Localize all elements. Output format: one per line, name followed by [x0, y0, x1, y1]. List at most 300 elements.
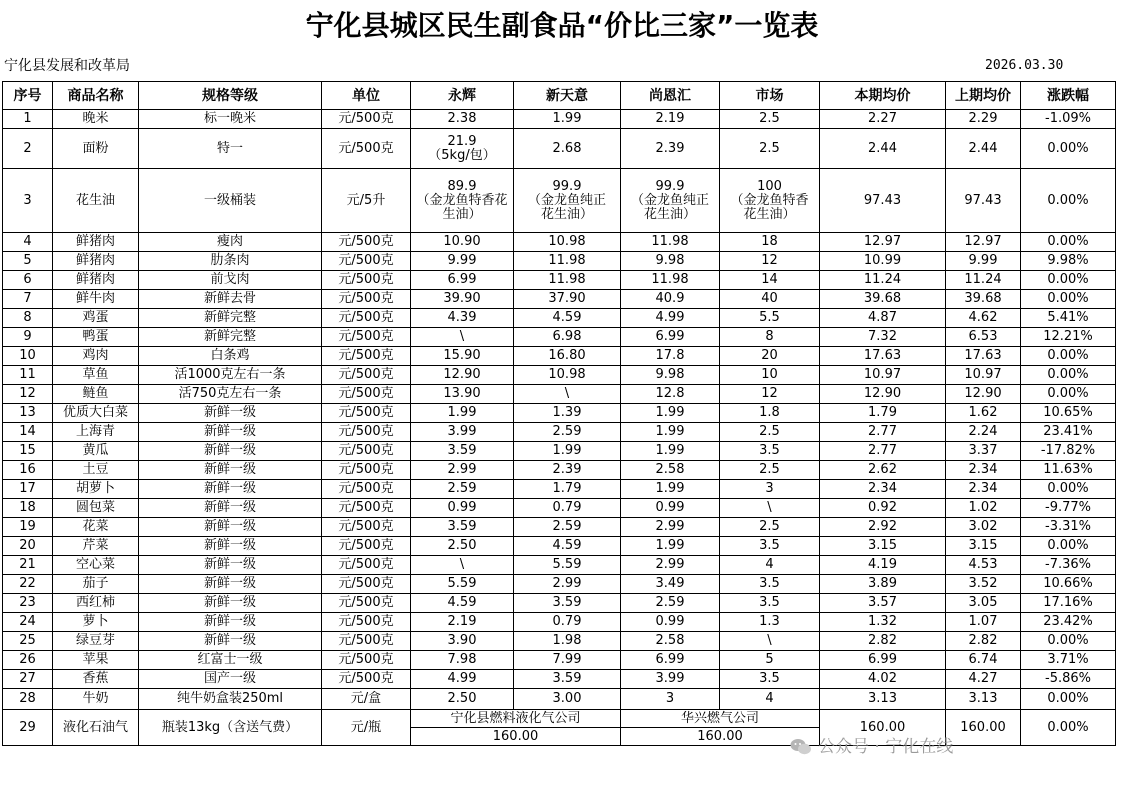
change-rate: 0.00% [1021, 710, 1116, 746]
item-name: 芹菜 [53, 537, 139, 556]
item-spec: 新鲜一级 [139, 632, 322, 651]
change-rate: 0.00% [1021, 385, 1116, 404]
wechat-icon [790, 738, 812, 756]
row-number: 29 [3, 710, 53, 746]
price-market: 12 [720, 252, 820, 271]
item-unit: 元/500克 [322, 328, 411, 347]
item-name: 面粉 [53, 129, 139, 169]
item-unit: 元/盒 [322, 689, 411, 710]
price-yonghui: 4.59 [411, 594, 514, 613]
change-rate: 0.00% [1021, 537, 1116, 556]
current-average: 2.77 [820, 442, 946, 461]
price-xintianyi: 1.39 [514, 404, 621, 423]
current-average: 10.99 [820, 252, 946, 271]
table-row [3, 328, 1116, 347]
price-yonghui: 15.90 [411, 347, 514, 366]
price-shangenhui: 6.99 [621, 328, 720, 347]
price-market: 4 [720, 556, 820, 575]
price-shangenhui: 2.99 [621, 556, 720, 575]
column-header: 商品名称 [53, 82, 139, 110]
price-xintianyi: 2.68 [514, 129, 621, 169]
item-unit: 元/500克 [322, 575, 411, 594]
previous-average: 2.29 [946, 110, 1021, 129]
item-name: 香蕉 [53, 670, 139, 689]
price-shangenhui: 1.99 [621, 404, 720, 423]
price-shangenhui: 4.99 [621, 309, 720, 328]
price-shangenhui-line: 花生油） [643, 206, 696, 222]
table-row [3, 233, 1116, 252]
price-shangenhui: 2.39 [621, 129, 720, 169]
column-header: 涨跌幅 [1021, 82, 1116, 110]
item-spec: 国产一级 [139, 670, 322, 689]
price-xintianyi-line: 99.9 [552, 178, 582, 194]
row-number: 11 [3, 366, 53, 385]
table-row [3, 594, 1116, 613]
price-yonghui: 2.38 [411, 110, 514, 129]
change-rate: 0.00% [1021, 129, 1116, 169]
current-average: 2.62 [820, 461, 946, 480]
item-spec: 新鲜一级 [139, 499, 322, 518]
price-shangenhui: 2.19 [621, 110, 720, 129]
price-market-line: （金龙鱼特香 [730, 192, 809, 208]
price-market: 2.5 [720, 461, 820, 480]
item-unit: 元/500克 [322, 110, 411, 129]
row-number: 27 [3, 670, 53, 689]
column-header: 上期均价 [946, 82, 1021, 110]
price-shangenhui: 0.99 [621, 613, 720, 632]
price-yonghui: 3.59 [411, 518, 514, 537]
table-row [3, 575, 1116, 594]
item-name: 萝卜 [53, 613, 139, 632]
previous-average: 2.82 [946, 632, 1021, 651]
price-market: 2.5 [720, 518, 820, 537]
item-name: 鸡蛋 [53, 309, 139, 328]
item-spec: 新鲜一级 [139, 613, 322, 632]
row-number: 25 [3, 632, 53, 651]
change-rate: -1.09% [1021, 110, 1116, 129]
price-yonghui-line: 89.9 [447, 178, 477, 194]
price-yonghui [411, 129, 514, 169]
price-yonghui: 12.90 [411, 366, 514, 385]
previous-average: 39.68 [946, 290, 1021, 309]
column-header: 永辉 [411, 82, 514, 110]
current-average: 12.90 [820, 385, 946, 404]
price-market: 40 [720, 290, 820, 309]
row-number: 6 [3, 271, 53, 290]
price-yonghui-line: （5kg/包） [428, 147, 496, 163]
supplier-price: 160.00 [411, 728, 621, 746]
price-market-line: 花生油） [743, 206, 796, 222]
price-market: 4 [720, 689, 820, 710]
change-rate: 0.00% [1021, 480, 1116, 499]
row-number: 7 [3, 290, 53, 309]
price-shangenhui: 0.99 [621, 499, 720, 518]
price-shangenhui: 2.99 [621, 518, 720, 537]
item-unit: 元/500克 [322, 461, 411, 480]
price-market: 2.5 [720, 423, 820, 442]
item-name: 优质大白菜 [53, 404, 139, 423]
row-number: 26 [3, 651, 53, 670]
price-xintianyi: 5.59 [514, 556, 621, 575]
item-name: 鲜猪肉 [53, 271, 139, 290]
change-rate: 0.00% [1021, 366, 1116, 385]
previous-average: 6.74 [946, 651, 1021, 670]
row-number: 2 [3, 129, 53, 169]
item-name: 鸡肉 [53, 347, 139, 366]
price-xintianyi: 7.99 [514, 651, 621, 670]
price-xintianyi: 10.98 [514, 366, 621, 385]
item-unit: 元/500克 [322, 271, 411, 290]
item-unit: 元/500克 [322, 613, 411, 632]
item-name: 圆包菜 [53, 499, 139, 518]
price-yonghui: 13.90 [411, 385, 514, 404]
current-average: 10.97 [820, 366, 946, 385]
price-yonghui: 3.59 [411, 442, 514, 461]
current-average: 1.79 [820, 404, 946, 423]
item-name: 液化石油气 [53, 710, 139, 746]
price-market: 10 [720, 366, 820, 385]
price-shangenhui: 1.99 [621, 442, 720, 461]
current-average: 2.44 [820, 129, 946, 169]
current-average: 2.92 [820, 518, 946, 537]
item-unit: 元/500克 [322, 252, 411, 271]
price-shangenhui: 17.8 [621, 347, 720, 366]
price-shangenhui: 11.98 [621, 233, 720, 252]
item-unit: 元/500克 [322, 670, 411, 689]
price-shangenhui-line: 99.9 [655, 178, 685, 194]
item-spec: 新鲜一级 [139, 537, 322, 556]
table-row [3, 651, 1116, 670]
price-xintianyi: 0.79 [514, 499, 621, 518]
column-header: 规格等级 [139, 82, 322, 110]
current-average: 0.92 [820, 499, 946, 518]
item-spec: 特一 [139, 129, 322, 169]
item-name: 鸭蛋 [53, 328, 139, 347]
column-header: 尚恩汇 [621, 82, 720, 110]
price-yonghui: 2.19 [411, 613, 514, 632]
item-unit: 元/500克 [322, 556, 411, 575]
price-market: 3.5 [720, 537, 820, 556]
row-number: 4 [3, 233, 53, 252]
price-xintianyi: 1.98 [514, 632, 621, 651]
price-shangenhui: 11.98 [621, 271, 720, 290]
previous-average: 4.53 [946, 556, 1021, 575]
item-unit: 元/500克 [322, 129, 411, 169]
current-average: 3.15 [820, 537, 946, 556]
price-shangenhui: 6.99 [621, 651, 720, 670]
price-xintianyi: 1.99 [514, 442, 621, 461]
price-xintianyi: 0.79 [514, 613, 621, 632]
item-spec: 新鲜一级 [139, 518, 322, 537]
current-average: 3.57 [820, 594, 946, 613]
price-yonghui: 4.99 [411, 670, 514, 689]
change-rate: -17.82% [1021, 442, 1116, 461]
change-rate: 0.00% [1021, 689, 1116, 710]
row-number: 13 [3, 404, 53, 423]
item-spec: 新鲜一级 [139, 556, 322, 575]
price-shangenhui [621, 169, 720, 233]
price-market: 2.5 [720, 110, 820, 129]
price-xintianyi: 11.98 [514, 252, 621, 271]
price-shangenhui: 3.99 [621, 670, 720, 689]
previous-average: 3.52 [946, 575, 1021, 594]
row-number: 23 [3, 594, 53, 613]
price-shangenhui: 1.99 [621, 537, 720, 556]
price-yonghui: 9.99 [411, 252, 514, 271]
item-spec: 新鲜一级 [139, 480, 322, 499]
row-number: 19 [3, 518, 53, 537]
item-unit: 元/500克 [322, 309, 411, 328]
price-shangenhui: 40.9 [621, 290, 720, 309]
price-market: \ [720, 632, 820, 651]
table-row [3, 169, 1116, 233]
table-row [3, 404, 1116, 423]
price-xintianyi [514, 169, 621, 233]
table-row [3, 309, 1116, 328]
previous-average: 160.00 [946, 710, 1021, 746]
agency-name: 宁化县发展和改革局 [4, 58, 130, 74]
previous-average: 1.07 [946, 613, 1021, 632]
price-xintianyi: 2.99 [514, 575, 621, 594]
price-xintianyi: 10.98 [514, 233, 621, 252]
price-shangenhui: 3.49 [621, 575, 720, 594]
item-unit: 元/500克 [322, 632, 411, 651]
row-number: 1 [3, 110, 53, 129]
table-row [3, 110, 1116, 129]
current-average: 3.13 [820, 689, 946, 710]
item-unit: 元/500克 [322, 537, 411, 556]
change-rate: 17.16% [1021, 594, 1116, 613]
current-average: 2.77 [820, 423, 946, 442]
price-yonghui: 7.98 [411, 651, 514, 670]
table-row [3, 499, 1116, 518]
item-unit: 元/瓶 [322, 710, 411, 746]
item-spec: 肋条肉 [139, 252, 322, 271]
change-rate: -5.86% [1021, 670, 1116, 689]
price-yonghui: 2.59 [411, 480, 514, 499]
table-row [3, 670, 1116, 689]
table-row [3, 442, 1116, 461]
item-spec: 红富士一级 [139, 651, 322, 670]
row-number: 10 [3, 347, 53, 366]
change-rate: 5.41% [1021, 309, 1116, 328]
item-name: 西红柿 [53, 594, 139, 613]
row-number: 14 [3, 423, 53, 442]
price-yonghui: 2.99 [411, 461, 514, 480]
price-market: 8 [720, 328, 820, 347]
previous-average: 11.24 [946, 271, 1021, 290]
item-name: 土豆 [53, 461, 139, 480]
price-xintianyi: 11.98 [514, 271, 621, 290]
previous-average: 2.24 [946, 423, 1021, 442]
price-xintianyi: 1.79 [514, 480, 621, 499]
price-yonghui: 3.99 [411, 423, 514, 442]
change-rate: -3.31% [1021, 518, 1116, 537]
supplier-price: 160.00 [621, 728, 820, 746]
price-shangenhui: 3 [621, 689, 720, 710]
row-number: 21 [3, 556, 53, 575]
price-market: 3.5 [720, 594, 820, 613]
previous-average: 3.37 [946, 442, 1021, 461]
previous-average: 9.99 [946, 252, 1021, 271]
table-row [3, 689, 1116, 710]
price-shangenhui: 1.99 [621, 480, 720, 499]
item-spec: 一级桶装 [139, 169, 322, 233]
item-unit: 元/500克 [322, 423, 411, 442]
current-average: 160.00 [820, 710, 946, 746]
item-unit: 元/500克 [322, 233, 411, 252]
previous-average: 2.34 [946, 480, 1021, 499]
current-average: 2.27 [820, 110, 946, 129]
column-header: 序号 [3, 82, 53, 110]
change-rate: 0.00% [1021, 347, 1116, 366]
item-name: 黄瓜 [53, 442, 139, 461]
previous-average: 3.13 [946, 689, 1021, 710]
price-xintianyi: 6.98 [514, 328, 621, 347]
item-spec: 活750克左右一条 [139, 385, 322, 404]
change-rate: 0.00% [1021, 290, 1116, 309]
item-spec: 新鲜完整 [139, 309, 322, 328]
column-header: 新天意 [514, 82, 621, 110]
price-yonghui: 10.90 [411, 233, 514, 252]
change-rate: 10.65% [1021, 404, 1116, 423]
price-market-line: 100 [757, 178, 782, 194]
item-spec: 新鲜一级 [139, 423, 322, 442]
change-rate: 3.71% [1021, 651, 1116, 670]
previous-average: 3.15 [946, 537, 1021, 556]
current-average: 4.87 [820, 309, 946, 328]
item-spec: 新鲜一级 [139, 404, 322, 423]
header-row [3, 82, 1116, 110]
price-yonghui: 5.59 [411, 575, 514, 594]
report-date: 2026.03.30 [985, 58, 1064, 73]
price-xintianyi: 2.59 [514, 423, 621, 442]
table-row [3, 252, 1116, 271]
item-spec: 标一晚米 [139, 110, 322, 129]
price-yonghui: 2.50 [411, 537, 514, 556]
current-average: 12.97 [820, 233, 946, 252]
current-average: 6.99 [820, 651, 946, 670]
price-xintianyi: 3.59 [514, 594, 621, 613]
item-spec: 瘦肉 [139, 233, 322, 252]
price-market: 3.5 [720, 442, 820, 461]
table-row [3, 423, 1116, 442]
item-name: 绿豆芽 [53, 632, 139, 651]
item-name: 鲜猪肉 [53, 252, 139, 271]
previous-average: 4.62 [946, 309, 1021, 328]
price-shangenhui: 9.98 [621, 366, 720, 385]
previous-average: 4.27 [946, 670, 1021, 689]
item-unit: 元/500克 [322, 442, 411, 461]
change-rate: 0.00% [1021, 632, 1116, 651]
item-unit: 元/500克 [322, 347, 411, 366]
item-unit: 元/500克 [322, 366, 411, 385]
item-spec: 前戈肉 [139, 271, 322, 290]
previous-average: 1.62 [946, 404, 1021, 423]
item-spec: 新鲜完整 [139, 328, 322, 347]
price-xintianyi: 16.80 [514, 347, 621, 366]
price-market: 12 [720, 385, 820, 404]
table-row [3, 290, 1116, 309]
price-market: 5.5 [720, 309, 820, 328]
price-yonghui: 3.90 [411, 632, 514, 651]
previous-average: 3.05 [946, 594, 1021, 613]
price-yonghui-line: 21.9 [447, 133, 477, 149]
price-market: 5 [720, 651, 820, 670]
page-title: 宁化县城区民生副食品“价比三家”一览表 [305, 9, 819, 42]
item-unit: 元/500克 [322, 518, 411, 537]
table-row [3, 129, 1116, 169]
price-shangenhui: 9.98 [621, 252, 720, 271]
watermark [790, 735, 953, 759]
column-header: 单位 [322, 82, 411, 110]
table-row [3, 632, 1116, 651]
current-average: 97.43 [820, 169, 946, 233]
item-unit: 元/500克 [322, 404, 411, 423]
previous-average: 6.53 [946, 328, 1021, 347]
price-table [2, 81, 1116, 746]
price-market: 3.5 [720, 670, 820, 689]
table-row [3, 385, 1116, 404]
item-spec: 活1000克左右一条 [139, 366, 322, 385]
previous-average: 2.44 [946, 129, 1021, 169]
price-xintianyi: 2.59 [514, 518, 621, 537]
item-name: 鲜猪肉 [53, 233, 139, 252]
supplier-name: 华兴燃气公司 [621, 710, 820, 728]
current-average: 7.32 [820, 328, 946, 347]
price-market [720, 169, 820, 233]
item-name: 胡萝卜 [53, 480, 139, 499]
price-xintianyi-line: 花生油） [540, 206, 593, 222]
current-average: 3.89 [820, 575, 946, 594]
change-rate: 9.98% [1021, 252, 1116, 271]
item-name: 草鱼 [53, 366, 139, 385]
row-number: 17 [3, 480, 53, 499]
price-yonghui: 2.50 [411, 689, 514, 710]
current-average: 4.02 [820, 670, 946, 689]
item-spec: 新鲜一级 [139, 594, 322, 613]
watermark-text: 公众号 · 宁化在线 [818, 737, 954, 757]
previous-average: 12.97 [946, 233, 1021, 252]
row-number: 15 [3, 442, 53, 461]
price-market: 2.5 [720, 129, 820, 169]
row-number: 18 [3, 499, 53, 518]
item-spec: 新鲜一级 [139, 461, 322, 480]
table-row [3, 613, 1116, 632]
price-yonghui-line: 生油） [442, 206, 482, 222]
previous-average: 12.90 [946, 385, 1021, 404]
item-name: 牛奶 [53, 689, 139, 710]
item-name: 花菜 [53, 518, 139, 537]
item-name: 茄子 [53, 575, 139, 594]
item-unit: 元/500克 [322, 499, 411, 518]
price-shangenhui: 2.58 [621, 461, 720, 480]
current-average: 39.68 [820, 290, 946, 309]
price-xintianyi-line: （金龙鱼纯正 [527, 192, 606, 208]
column-header: 本期均价 [820, 82, 946, 110]
previous-average: 17.63 [946, 347, 1021, 366]
table-row [3, 537, 1116, 556]
row-number: 3 [3, 169, 53, 233]
item-spec: 瓶装13kg（含送气费） [139, 710, 322, 746]
price-yonghui: \ [411, 328, 514, 347]
table-row [3, 710, 1116, 728]
price-shangenhui: 1.99 [621, 423, 720, 442]
item-spec: 新鲜一级 [139, 442, 322, 461]
price-yonghui: 0.99 [411, 499, 514, 518]
table-row [3, 366, 1116, 385]
price-market: \ [720, 499, 820, 518]
